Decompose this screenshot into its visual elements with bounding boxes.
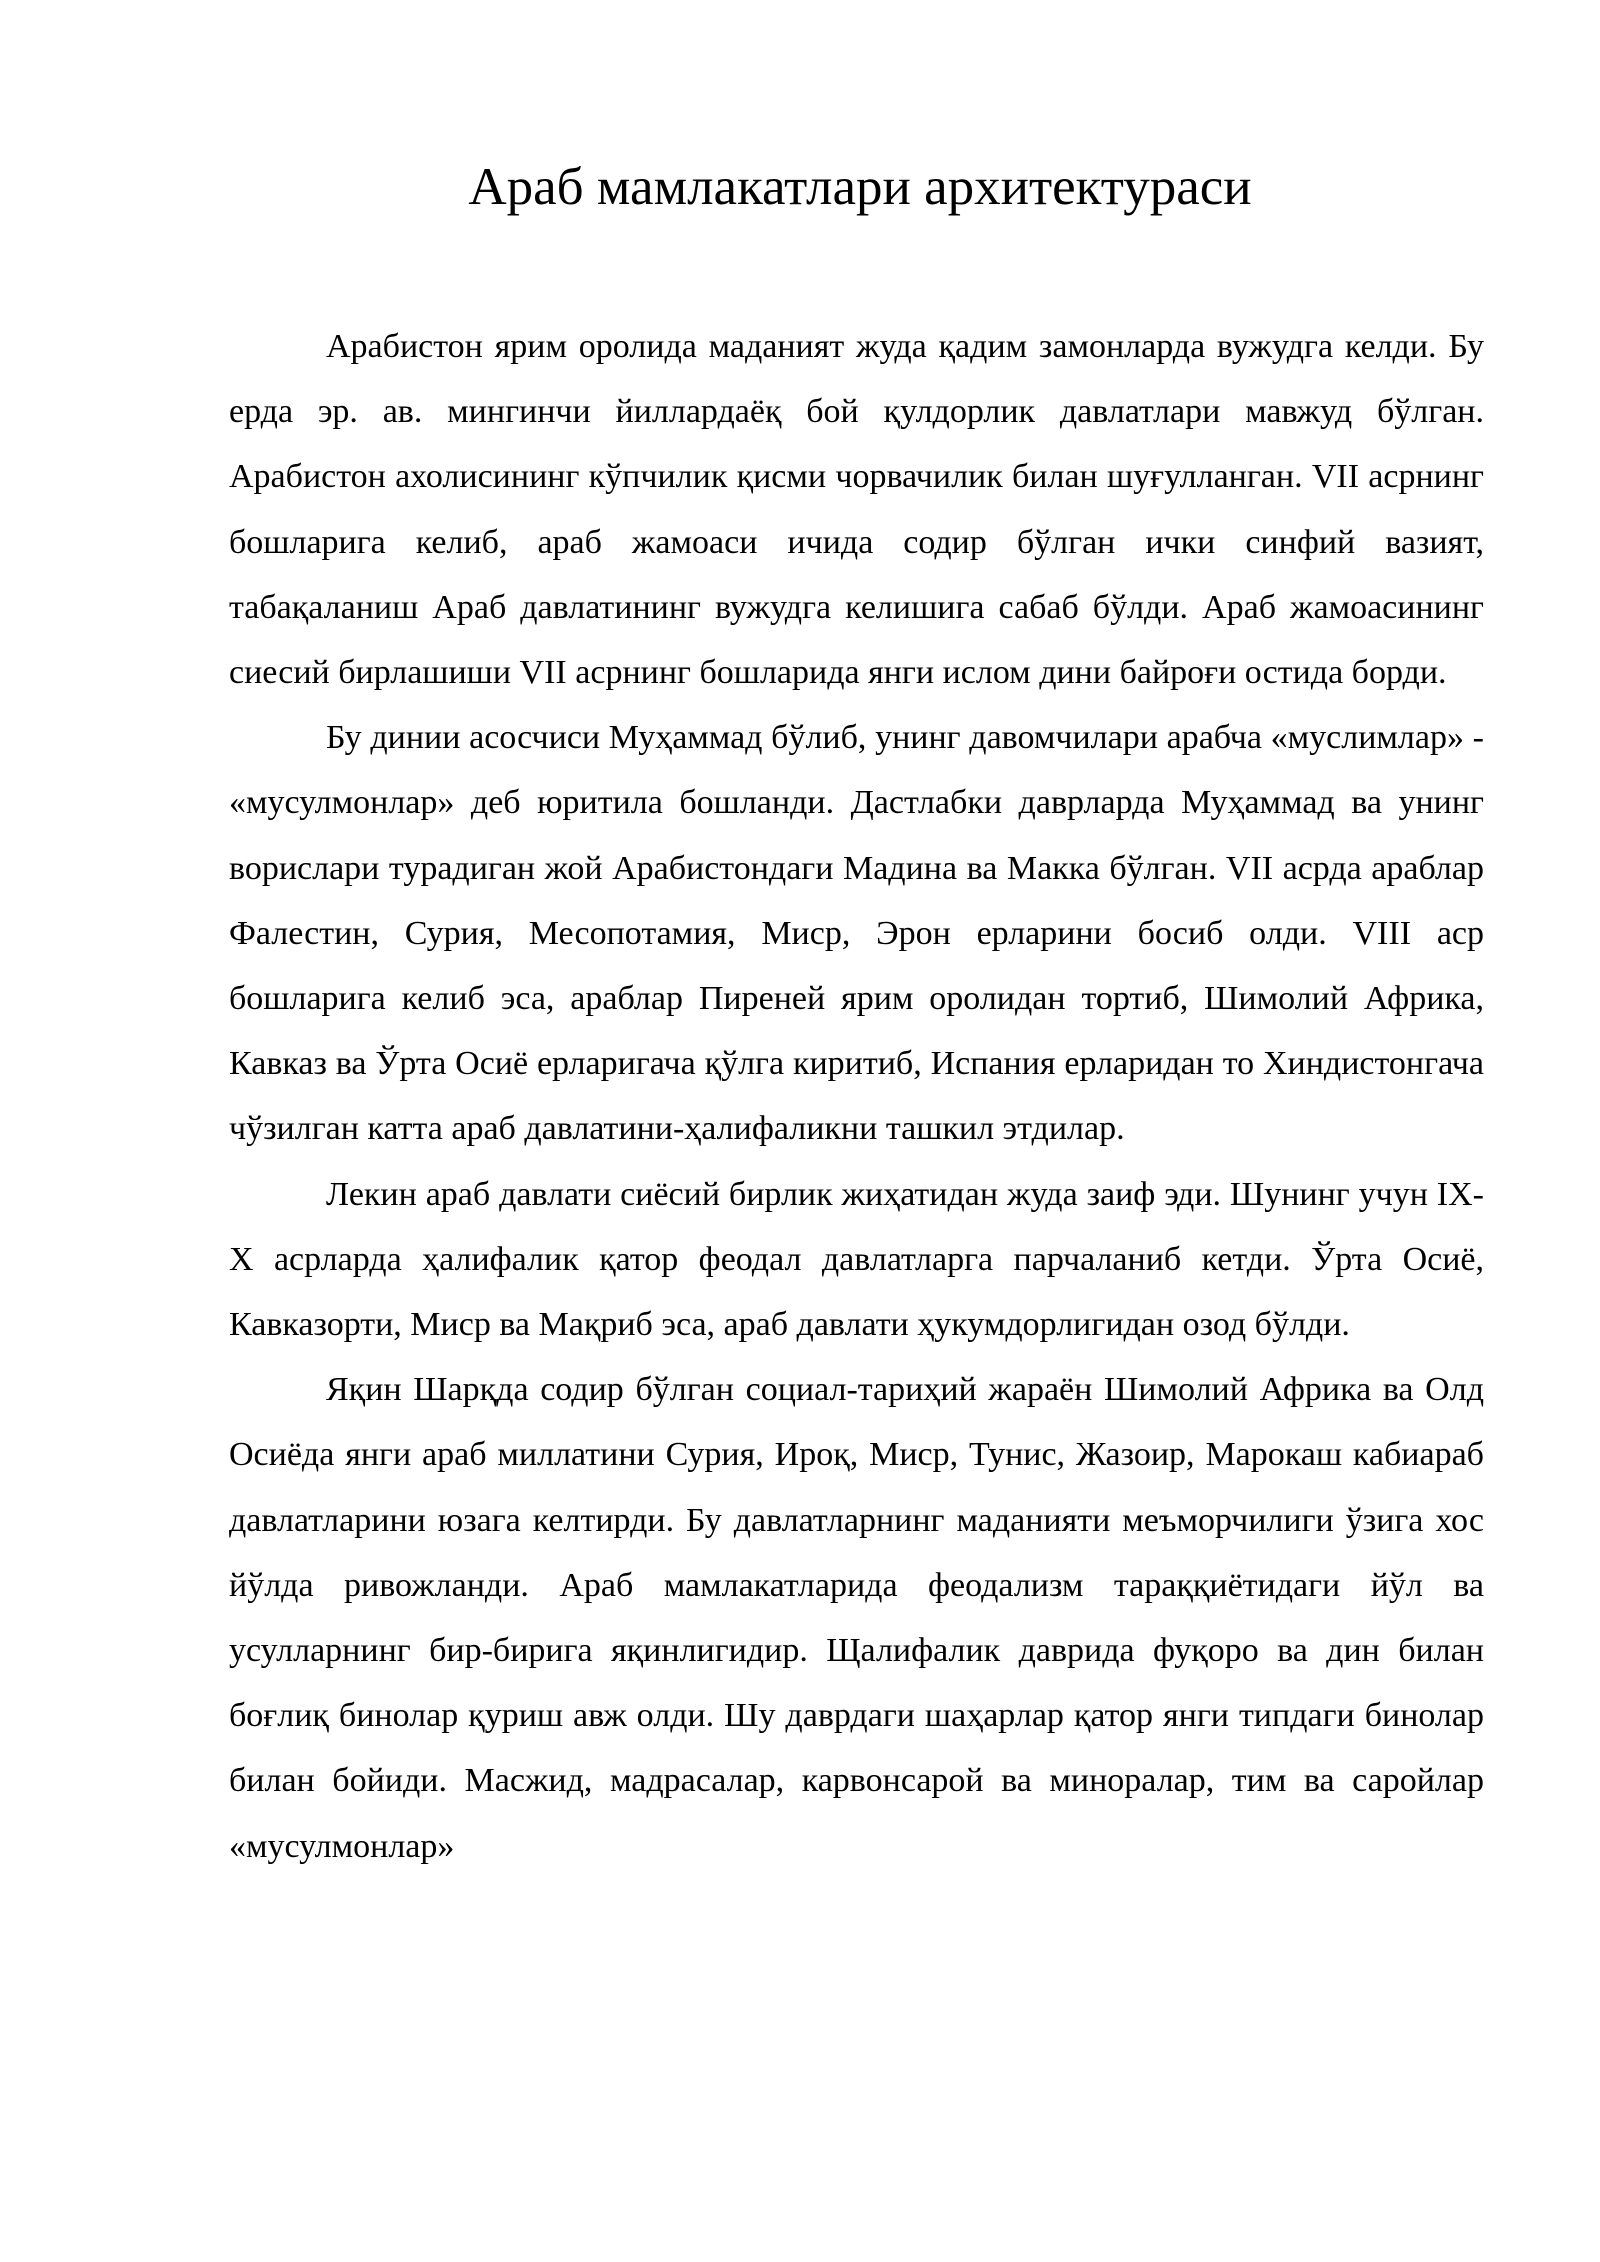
paragraph-4: Яқин Шарқда содир бўлган социал-тариҳий жараён Шимолий Африка ва Олд Осиёда янги араб миллатини Сурия, Ироқ, Миср, Тунис, Жазоир, Марокаш кабиараб давлатларини юзага келтирди. Бу давлатларнинг маданияти меъморчилиги ўзига хос йўлда ривожланди. Араб мамлакатларида феодализм тараққиётидаги йўл ва усулларнинг бир-бирига яқинлигидир. Щалифалик даврида фуқоро ва дин билан боғлиқ бинолар қуриш авж олди. Шу даврдаги шаҳарлар қатор янги типдаги бинолар билан бойиди. Масжид, мадрасалар, карвонсарой ва миноралар, тим ва саройлар «мусулмонлар» <box>229 1371 1484 1865</box>
document-body <box>229 314 1484 1879</box>
paragraph-3: Лекин араб давлати сиёсий бирлик жиҳатидан жуда заиф эди. Шунинг учун IX-X асрларда ҳалифалик қатор феодал давлатларга парчаланиб кетди. Ўрта Осиё, Кавказорти, Миср ва Мақриб эса, араб давлати ҳукумдорлигидан озод бўлди. <box>229 1175 1484 1344</box>
document-title: Араб мамлакатлари архитектураси <box>468 158 1252 216</box>
paragraph-2: Бу динии асосчиси Муҳаммад бўлиб, унинг давомчилари арабча «муслимлар» - «мусулмонлар» деб юритила бошланди. Дастлабки даврларда Муҳаммад ва унинг ворислари турадиган жой Арабистондаги Мадина ва Макка бўлган. VII асрда араблар Фалестин, Сурия, Месопотамия, Миср, Эрон ерларини босиб олди. VIII аср бошларига келиб эса, араблар Пиреней ярим оролидан тортиб, Шимолий Африка, Кавказ ва Ўрта Осиё ерларигача қўлга киритиб, Испания ерларидан то Хиндистонгача чўзилган катта араб давлатини-ҳалифаликни ташкил этдилар. <box>229 719 1484 1148</box>
paragraph-1: Арабистон ярим оролида маданият жуда қадим замонларда вужудга келди. Бу ерда эр. ав. мингинчи йиллардаёқ бой қулдорлик давлатлари мавжуд бўлган. Арабистон ахолисининг кўпчилик қисми чорвачилик билан шуғулланган. VII асрнинг бошларига келиб, араб жамоаси ичида содир бўлган ички синфий вазият, табақаланиш Араб давлатининг вужудга келишига сабаб бўлди. Араб жамоасининг сиесий бирлашиши VII асрнинг бошларида янги ислом дини байроғи остида борди. <box>229 328 1484 692</box>
